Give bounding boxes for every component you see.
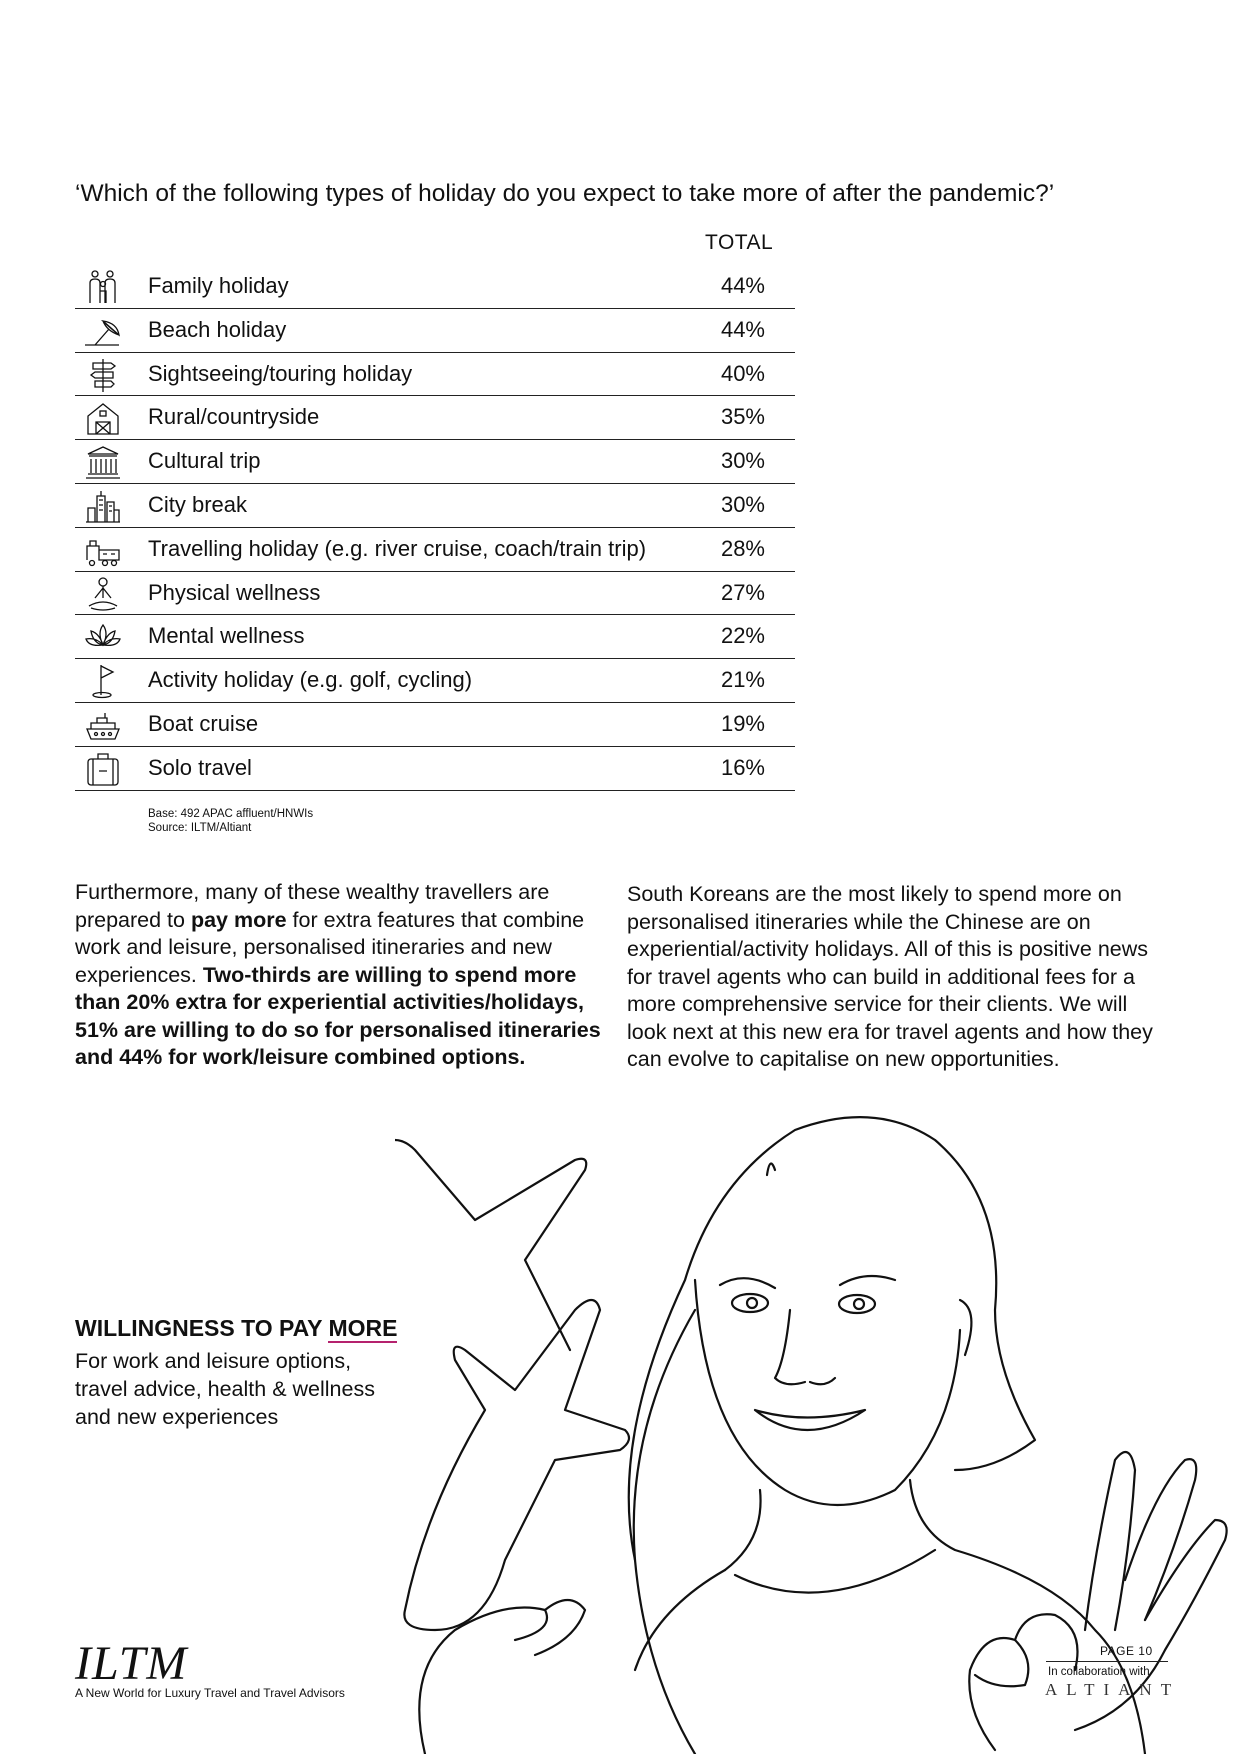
table-row [75,659,795,703]
row-value: 35% [720,404,765,430]
golf-flag-icon [85,663,121,699]
signpost-icon [85,357,121,393]
page-number: PAGE 10 [1100,1644,1153,1658]
table-row [75,572,795,616]
heading-text: WILLINGNESS TO PAY [75,1315,329,1341]
altiant-logo: ALTIANT [1045,1680,1181,1699]
train-icon [85,532,121,568]
survey-question: ‘Which of the following types of holiday do you expect to take more of after the pandemic?’ [75,180,1055,207]
table-row [75,703,795,747]
row-value: 44% [720,316,765,342]
table-row [75,484,795,528]
family-icon [85,269,121,305]
museum-icon [85,444,121,480]
section-heading [75,1315,397,1342]
para-text: for extra features that combine work and leisure, personalised itineraries and new experiences. [75,907,585,987]
row-value: 21% [720,667,765,693]
cruise-ship-icon [85,707,121,743]
row-label: Physical wellness [148,579,321,605]
body-paragraph-right: South Koreans are the most likely to spend more on personalised itineraries while the Chinese are on experiential/activity holidays. All of this is positive news for travel agents who can build in additional fees for a more comprehensive service for their clients. We will look next at this new era for travel agents and how they can evolve to capitalise on new opportunities. [627,882,1153,1071]
suitcase-icon [85,751,121,787]
row-value: 44% [720,273,765,298]
base-note: Base: 492 APAC affluent/HNWIs [148,808,314,820]
row-label: Solo travel [148,754,252,780]
lotus-icon [85,619,121,655]
row-label: Rural/countryside [148,404,320,430]
city-icon [85,488,121,524]
para-bold: pay more [190,907,287,932]
row-value: 30% [720,491,765,517]
section-subheading: For work and leisure options, travel advice, health & wellness and new experiences [75,1349,375,1429]
table-row [75,615,795,659]
collaboration-label: In collaboration with [1048,1666,1150,1678]
meditation-icon [85,576,121,612]
source-note: Source: ILTM/Altiant [148,822,252,834]
row-label: City break [148,491,248,517]
table-row [75,396,795,440]
row-value: 30% [720,448,765,474]
barn-icon [85,400,121,436]
row-label: Cultural trip [148,448,261,474]
iltm-tagline: A New World for Luxury Travel and Travel Advisors [75,1686,345,1700]
table-row [75,747,795,791]
beach-umbrella-icon [85,313,121,349]
row-label: Mental wellness [148,623,305,649]
row-label: Beach holiday [148,316,287,342]
table-row [75,440,795,484]
row-value: 27% [720,579,765,605]
row-value: 19% [720,710,765,736]
para-text: Furthermore, many of these wealthy travellers are prepared to [75,880,550,932]
row-label: Sightseeing/touring holiday [148,360,413,386]
row-value: 22% [720,623,765,649]
row-label: Family holiday [148,273,289,298]
row-label: Boat cruise [148,710,259,736]
row-label: Activity holiday (e.g. golf, cycling) [148,667,473,693]
heading-highlight: MORE [328,1315,398,1341]
table-row [75,265,795,309]
row-value: 40% [720,360,765,386]
table-row [75,353,795,397]
total-column-header: TOTAL [705,231,774,254]
divider [1046,1661,1168,1662]
table-footnote [148,807,313,835]
row-value: 28% [720,535,765,561]
para-bold: Two-thirds are willing to spend more than 20% extra for experiential activities/holidays, 51% are willing to do so for personalised itineraries and 44% for work/leisure combined options. [75,962,601,1069]
row-value: 16% [720,754,765,780]
row-label: Travelling holiday (e.g. river cruise, coach/train trip) [148,535,647,561]
table-row [75,528,795,572]
table-row [75,309,795,353]
holiday-types-table [75,265,795,791]
body-paragraph-left [75,879,615,1072]
iltm-logo: ILTM [75,1637,188,1690]
